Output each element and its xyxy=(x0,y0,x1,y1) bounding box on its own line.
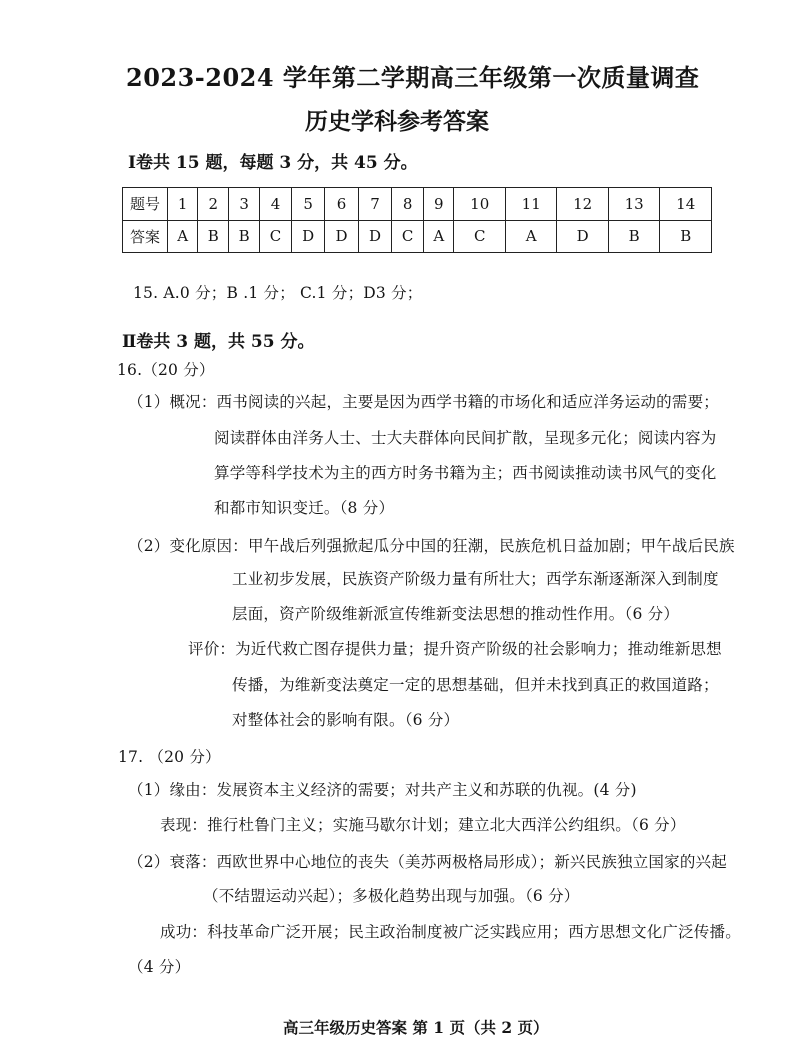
question-number: 9 xyxy=(424,188,454,221)
answer-cell: B xyxy=(660,220,712,253)
question-number: 1 xyxy=(168,188,198,221)
q16-line: 和都市知识变迁。（8 分） xyxy=(214,499,395,517)
q16-line: 工业初步发展，民族资产阶级力量有所壮大；西学东渐逐渐深入到制度 xyxy=(232,570,719,588)
question-number: 4 xyxy=(260,188,292,221)
answer-cell: A xyxy=(168,220,198,253)
question-number: 2 xyxy=(198,188,229,221)
q16-line: 传播，为维新变法奠定一定的思想基础，但并未找到真正的救国道路； xyxy=(232,676,719,694)
q17-line: （4 分） xyxy=(128,958,191,976)
answer-cell: C xyxy=(454,220,505,253)
part2-heading: Ⅱ卷共 3 题，共 55 分。 xyxy=(122,332,315,352)
question-number: 13 xyxy=(608,188,659,221)
answer-cell: B xyxy=(608,220,659,253)
q17-line: （2）衰落：西欧世界中心地位的丧失（美苏两极格局形成）；新兴民族独立国家的兴起 xyxy=(128,853,727,871)
q16-line: （2）变化原因：甲午战后列强掀起瓜分中国的狂潮，民族危机日益加剧；甲午战后民族 xyxy=(128,537,735,555)
question-number: 7 xyxy=(358,188,391,221)
question-number: 6 xyxy=(325,188,358,221)
answer-cell: D xyxy=(325,220,358,253)
answer-cell: B xyxy=(229,220,260,253)
answer-cell: B xyxy=(198,220,229,253)
q17-line: 成功：科技革命广泛开展；民主政治制度被广泛实践应用；西方思想文化广泛传播。 xyxy=(160,923,741,941)
question-number: 5 xyxy=(291,188,324,221)
answer-row xyxy=(123,220,712,253)
q16-line: 对整体社会的影响有限。（6 分） xyxy=(232,711,460,729)
page-title: 2023-2024 学年第二学期高三年级第一次质量调查 xyxy=(126,63,700,92)
question-number: 14 xyxy=(660,188,712,221)
part1-heading: Ⅰ卷共 15 题，每题 3 分，共 45 分。 xyxy=(128,153,418,173)
q16-line: （1）概况：西书阅读的兴起，主要是因为西学书籍的市场化和适应洋务运动的需要； xyxy=(128,393,719,411)
q15-answer: 15. A.0 分；B .1 分； C.1 分；D3 分； xyxy=(133,284,423,302)
q16-line: 评价：为近代救亡图存提供力量；提升资产阶级的社会影响力；推动维新思想 xyxy=(188,640,722,658)
q17-line: （1）缘由：发展资本主义经济的需要；对共产主义和苏联的仇视。(4 分) xyxy=(128,781,637,799)
answer-cell: D xyxy=(291,220,324,253)
answer-table xyxy=(122,187,712,253)
question-number: 10 xyxy=(454,188,505,221)
row-label-answer: 答案 xyxy=(123,220,168,253)
question-number: 8 xyxy=(392,188,424,221)
answer-cell: C xyxy=(392,220,424,253)
q17-heading: 17. （20 分） xyxy=(118,748,221,766)
answer-cell: D xyxy=(358,220,391,253)
row-label-number: 题号 xyxy=(123,188,168,221)
answer-cell: D xyxy=(557,220,608,253)
q16-line: 阅读群体由洋务人士、士大夫群体向民间扩散，呈现多元化；阅读内容为 xyxy=(214,429,717,447)
q17-line: 表现：推行杜鲁门主义；实施马歇尔计划；建立北大西洋公约组织。（6 分） xyxy=(160,816,686,834)
question-number: 11 xyxy=(505,188,556,221)
page-footer: 高三年级历史答案 第 1 页（共 2 页） xyxy=(283,1018,549,1037)
q16-line: 层面，资产阶级维新派宣传维新变法思想的推动性作用。（6 分） xyxy=(232,605,680,623)
question-number: 3 xyxy=(229,188,260,221)
q16-heading: 16.（20 分） xyxy=(117,361,215,379)
page-subtitle: 历史学科参考答案 xyxy=(305,108,489,135)
q16-line: 算学等科学技术为主的西方时务书籍为主；西书阅读推动读书风气的变化 xyxy=(214,464,717,482)
answer-cell: A xyxy=(424,220,454,253)
q17-line: （不结盟运动兴起）；多极化趋势出现与加强。（6 分） xyxy=(203,887,580,905)
answer-cell: A xyxy=(505,220,556,253)
answer-cell: C xyxy=(260,220,292,253)
question-number: 12 xyxy=(557,188,608,221)
question-number-row xyxy=(123,188,712,221)
